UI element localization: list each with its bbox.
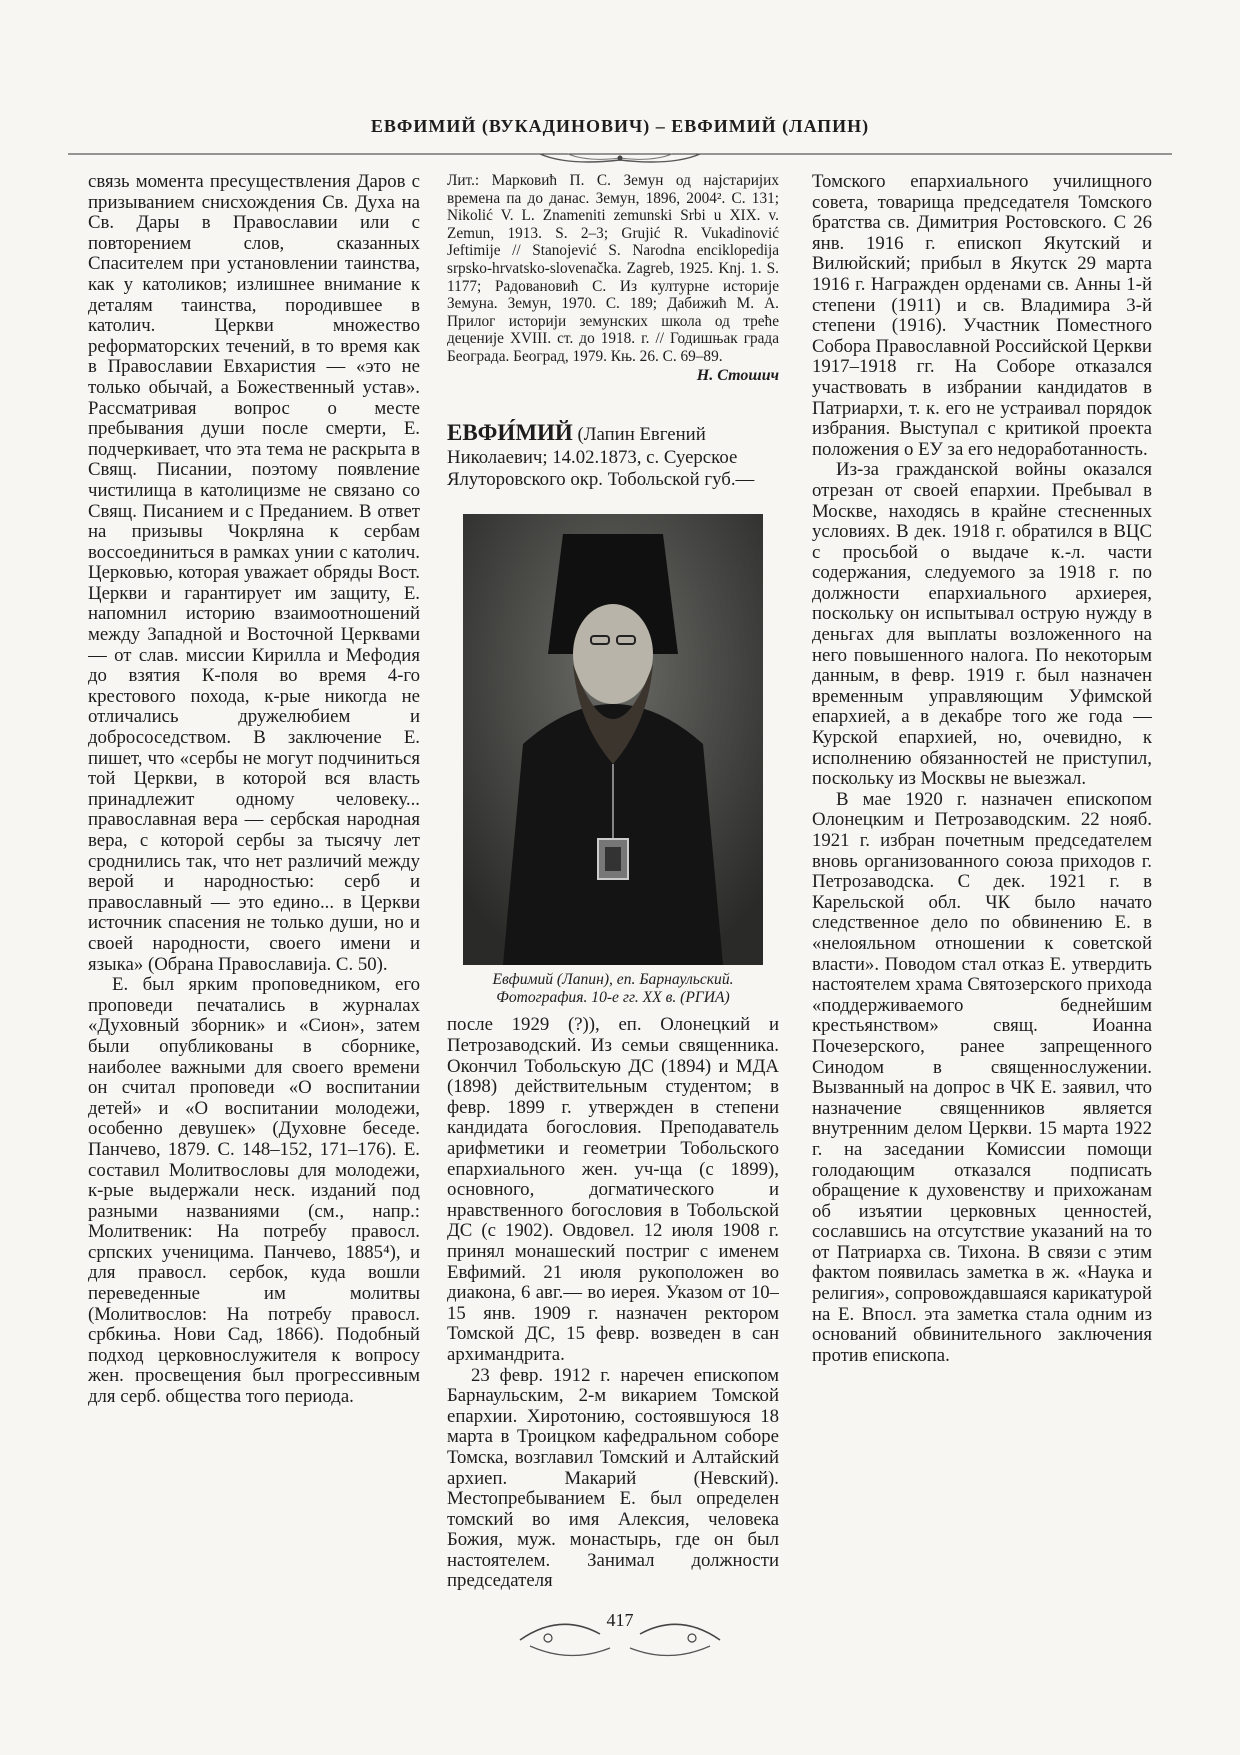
literature-author: Н. Стошич — [696, 366, 779, 384]
running-head: ЕВФИМИЙ (ВУКАДИНОВИЧ) – ЕВФИМИЙ (ЛАПИН) — [370, 116, 870, 136]
paragraph: Томского епархиального училищного совета, товарища председателя Томского братства св. Димитрия Ростовского. С 26 янв. 1916 г. епископ Якутский и Вилюйский; прибыл в Якутск 29 марта 1916 г. Награжден орденами св. Анны 1-й степени (1911) и св. Владимира 3-й степени (1916). Участник Поместного Собора Православной Российской Церкви 1917–1918 гг. На Соборе отказался участвовать в избрании кандидатов в Патриархи, т. к. его не устраивал порядок избрания. Выступал с критикой проекта положения о ЕУ за его недоработанность. — [812, 172, 1152, 460]
paragraph: В мае 1920 г. назначен епископом Олонецким и Петрозаводским. 22 нояб. 1921 г. избран почетным председателем вновь организованного союза приходов г. Петрозаводска. С дек. 1921 г. в Карельской обл. ЧК было начато следственное дело по обвинению Е. в «нелояльном отношении к советской власти». Поводом стал отказ Е. утвердить настоятелем храма Святозерского прихода «поддерживаемого беднейшим крестьянством» свящ. Иоанна Почезерского, ранее запрещенного Синодом в священнослужении. Вызванный на допрос в ЧК Е. заявил, что назначение священников является внутренним делом Церкви. 15 марта 1922 г. на заседании Комиссии помощи голодающим отказался подписать обращение к духовенству и прихожанам об изъятии церковных ценностей, сославшись на отсутствие указаний на то от Патриарха св. Тихона. В связи с этим фактом появилась заметка в ж. «Наука и религия», сопровождавшаяся карикатурой на Е. Впосл. эта заметка стала одним из оснований обвинительного заключения против епископа. — [812, 788, 1152, 1366]
column-3 — [812, 172, 1152, 1647]
entry-head-text: (Лапин Евгений Николаевич; 14.02.1873, с. Суерское Ялуторовского окр. Тобольской губ.— — [447, 424, 755, 491]
caption-line: Фотография. 10-е гг. XX в. (РГИА) — [496, 989, 730, 1007]
column-1 — [88, 172, 420, 1647]
entry-headword: ЕВФИ́МИЙ — [447, 420, 573, 446]
literature-block — [447, 172, 779, 384]
column-2 — [447, 172, 779, 1647]
header-ornament — [68, 150, 1172, 164]
portrait-photo — [463, 514, 763, 965]
entry-heading — [447, 422, 779, 492]
paragraph: Из-за гражданской войны оказался отрезан от своей епархии. Пребывал в Москве, находясь в крайне стесненных условиях. В дек. 1918 г. обратился в ВЦС с просьбой о выдаче к.-л. части содержания, следуемого за 1918 г. по должности епархиального архиерея, поскольку он испытывал острую нужду в деньгах для выплаты возложенного на него повышенного налога. По некоторым данным, в февр. 1919 г. был назначен временным управляющим Уфимской епархией, а в декабре того же года — Курской епархией, но, очевидно, к исполнению обязанностей не приступил, поскольку из Москвы не выезжал. — [812, 459, 1152, 790]
literature-text: Лит.: Марковић П. С. Земун од најстаријих времена па до данас. Земун, 1896, 2004². С. 131; Nikolić V. L. Znameniti zemunski Srbi u XIX. v. Zemun, 1913. S. 2–3; Grujić R. Vukadinović Jeftimije // Stanojević S. Narodna enciklopedija srpsko-hrvatsko-slovenačka. Zagreb, 1925. Knj. 1. S. 1177; Радовановић С. Из културне историје Земуна. Земун, 1970. С. 189; Дабижић М. А. Прилог историји земунских школа од треће деценије XVIII. ст. до 1918. г. // Годишњак града Београда. Београд, 1979. Књ. 26. С. 69–89. — [447, 172, 779, 365]
paragraph: после 1929 (?)), еп. Олонецкий и Петрозаводский. Из семьи священника. Окончил Тобольскую ДС (1894) и МДА (1898) действительным студентом; в февр. 1899 г. утвержден в степени кандидата богословия. Преподаватель арифметики и геометрии Тобольского епархиального жен. уч-ща (с 1899), основного, догматического и нравственного богословия в Тобольской ДС (с 1902). Овдовел. 12 июля 1908 г. принял монашеский постриг с именем Евфимий. 21 июля рукоположен во диакона, 6 авг.— во иерея. Указом от 10–15 янв. 1909 г. назначен ректором Томской ДС, 15 февр. возведен в сан архимандрита. — [447, 1014, 779, 1365]
page-number: 417 — [606, 1610, 634, 1630]
portrait-image — [463, 514, 763, 965]
paragraph: 23 февр. 1912 г. наречен епископом Барнаульским, 2-м викарием Томской епархии. Хиротонию, состоявшуюся 18 марта в Троицком кафедральном соборе Томска, возглавил Томский и Алтайский архиеп. Макарий (Невский). Местопребыванием Е. был определен томский во имя Алексия, человека Божия, муж. монастырь, где он был настоятелем. Занимал должности председателя — [447, 1364, 779, 1592]
paragraph: связь момента пресуществления Даров с призыванием снисхождения Св. Духа на Св. Дары в Православии или с повторением слов, сказанных Спасителем при установлении таинства, как у католиков; излишнее внимание к деталям таинства, породившее в католич. Церкви множество реформаторских течений, в то время как в Православии Евхаристия — «это не только обычай, а Божественный устав». Рассматривая вопрос о месте пребывания души после смерти, Е. подчеркивает, что эта тема не раскрыта в Свящ. Писании, поэтому появление чистилища в католицизме не связано со Свящ. Писанием и с Преданием. В ответ на призывы Чокрляна к сербам воссоединиться в рамках унии с католич. Церковью, которая уважает обряды Вост. Церкви и гарантирует им защиту, Е. напомнил историю взаимоотношений между Западной и Восточной Церквами — от слав. миссии Кирилла и Мефодия до взятия К-поля во время 4-го крестового похода, к-рые никогда не отличались дружелюбием и добрососедством. В заключение Е. пишет, что «сербы не могут подчиниться той Церкви, в которой вся власть принадлежит одному человеку... православная вера — сербская народная вера, с которой сербы за тысячу лет сроднились так, что нет различий между верой и народностью: серб и православный — это едино... в Церкви источник спасения не только души, но и своей народности, своего имени и языка» (Обрана Православиjа. С. 50). — [88, 172, 420, 975]
caption-line: Евфимий (Лапин), еп. Барнаульский. — [492, 970, 734, 988]
paragraph: Е. был ярким проповедником, его проповеди печатались в журналах «Духовный зборник» и «Сион», затем были опубликованы в сборнике, наиболее важными для своего времени он считал проповеди «О воспитании детей» и «О воспитании молодежи, особенно девушек» (Духовне беседе. Панчево, 1879. С. 148–152, 171–176). Е. составил Молитвословы для молодежи, к-рые выдержали неск. изданий под разными названиями (см., напр.: Молитвеник: На потребу правосл. српских ученицима. Панчево, 1885⁴), и для правосл. сербок, куда вошли переведенные им молитвы (Молитвослов: На потребу правосл. србкиња. Нови Сад, 1866). Подобный подход церковнослужителя к вопросу жен. просвещения был прогрессивным для серб. общества того периода. — [88, 974, 420, 1408]
photo-caption — [447, 971, 779, 1008]
